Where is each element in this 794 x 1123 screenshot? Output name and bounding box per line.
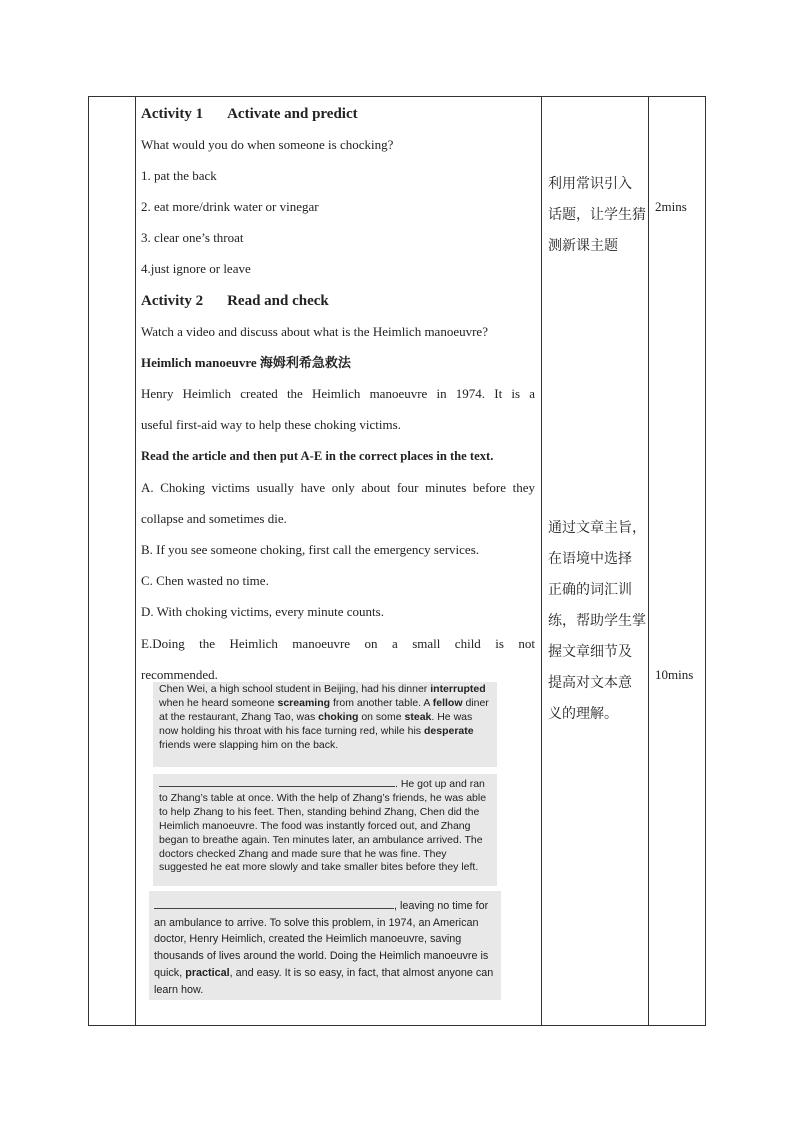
intro-line-1: Henry Heimlich created the Heimlich manoeuvre in 1974. It is a [141,386,535,401]
answer-blank-2 [154,898,394,909]
choice-a-line1: A. Choking victims usually have only about four minutes before they [141,480,535,495]
activity2-heading [141,293,535,309]
activity1-option-4: 4.just ignore or leave [141,261,251,276]
activity1-heading [141,106,535,122]
activity1-time: 2mins [655,199,687,214]
activity1-title: Activate and predict [227,106,358,122]
column-divider-1 [135,97,136,1025]
choice-d: D. With choking victims, every minute counts. [141,604,384,619]
activity2-number: Activity 2 [141,293,204,309]
activity1-option-3: 3. clear one’s throat [141,230,244,245]
activity2-time: 10mins [655,667,694,682]
intro-line-2: useful first-aid way to help these choking victims. [141,417,401,432]
column-divider-2 [541,97,542,1025]
activity1-number: Activity 1 [141,106,204,122]
column-divider-3 [648,97,649,1025]
activity1-question: What would you do when someone is chocking? [141,137,394,152]
choice-e-line2: recommended. [141,667,218,682]
choice-c: C. Chen wasted no time. [141,573,269,588]
activity1-option-1: 1. pat the back [141,168,217,183]
article-paragraph-3: , leaving no time for an ambulance to arrive. To solve this problem, in 1974, an American doctor, Henry Heimlich, created the Heimlich manoeuvre, saving thousands of lives around the world. Doing the Heimlich manoeuvre is quick, practical, and easy. It is so easy, in fact, that almost anyone can learn how. [149,891,501,1000]
activity2-note: 通过文章主旨， 在语境中选择 正确的词汇训 练，帮助学生掌 握文章细节及 提高对文本意 义的理解。 [548,520,646,722]
activity2-title: Read and check [227,293,329,309]
choice-e-line1: E.Doing the Heimlich manoeuvre on a small child is not [141,636,535,651]
answer-blank-1 [159,776,395,787]
instruction: Read the article and then put A-E in the correct places in the text. [141,449,494,463]
choice-b: B. If you see someone choking, first call the emergency services. [141,542,480,557]
activity1-option-2: 2. eat more/drink water or vinegar [141,199,319,214]
heimlich-term: Heimlich manoeuvre 海姆利希急救法 [141,355,351,370]
activity2-prompt: Watch a video and discuss about what is the Heimlich manoeuvre? [141,324,488,339]
article-paragraph-2: . He got up and ran to Zhang’s table at once. With the help of Zhang’s friends, he was able to help Zhang to his feet. Then, standing behind Zhang, Chen did the Heimlich manoeuvre. The food was instantly forced out, and Zhang began to breathe again. Ten minutes later, an ambulance arrived. The doctors checked Zhang and made sure that he was fine. They suggested he eat more slowly and take smaller bites before they left. [153,774,497,886]
article-paragraph-1: Chen Wei, a high school student in Beijing, had his dinner interrupted when he heard someone screaming from another table. A fellow diner at the restaurant, Zhang Tao, was choking on some steak. He was now holding his throat with his face turning red, while his desperate friends were slapping him on the back. [153,682,497,767]
activity1-note: 利用常识引入 话题，让学生猜 测新课主题 [548,176,646,254]
choice-a-line2: collapse and sometimes die. [141,511,287,526]
lesson-plan-table [88,96,706,1026]
